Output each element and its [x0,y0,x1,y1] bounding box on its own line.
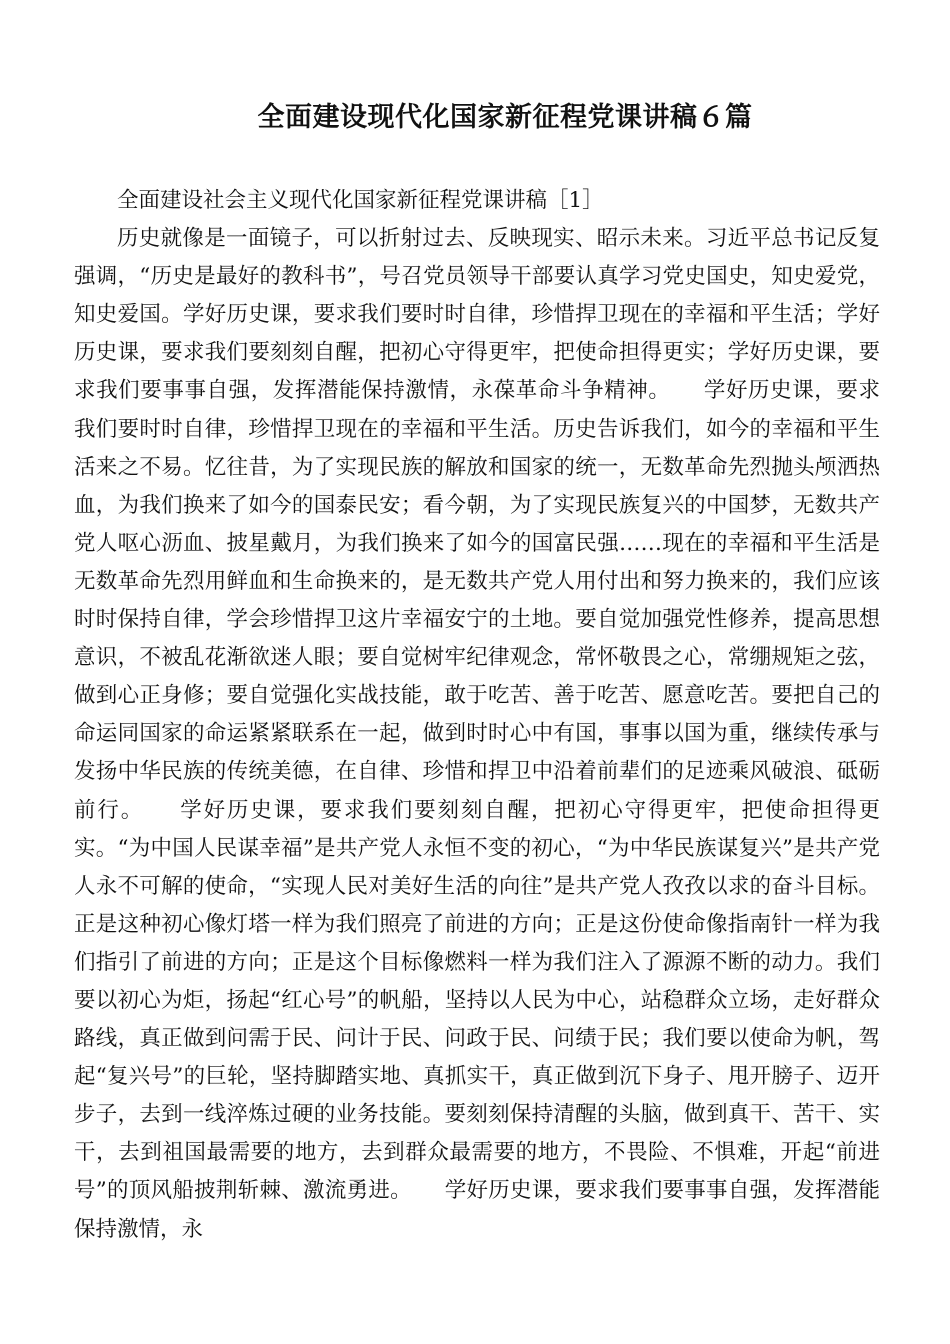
section-heading: 全面建设社会主义现代化国家新征程党课讲稿［1］ [117,188,604,213]
document-title: 全面建设现代化国家新征程党课讲稿６篇 [257,102,753,133]
document-body [74,182,880,1249]
body-paragraph: 历史就像是一面镜子，可以折射过去、反映现实、昭示未来。习近平总书记反复强调，“历史是最好的教科书”，号召党员领导干部要认真学习党史国史，知史爱党，知史爱国。学好历史课，要求我们要时时自律，珍惜捍卫现在的幸福和平生活；学好历史课，要求我们要刻刻自醒，把初心守得更牢，把使命担得更实；学好历史课，要求我们要事事自强，发挥潜能保持激情，永葆革命斗争精神。 学好历史课，要求我们要时时自律，珍惜捍卫现在的幸福和平生活。历史告诉我们，如今的幸福和平生活来之不易。忆往昔，为了实现民族的解放和国家的统一，无数革命先烈抛头颅洒热血，为我们换来了如今的国泰民安；看今朝，为了实现民族复兴的中国梦，无数共产党人呕心沥血、披星戴月，为我们换来了如今的国富民强……现在的幸福和平生活是无数革命先烈用鲜血和生命换来的，是无数共产党人用付出和努力换来的，我们应该时时保持自律，学会珍惜捍卫这片幸福安宁的土地。要自觉加强党性修养，提高思想意识，不被乱花渐欲迷人眼；要自觉树牢纪律观念，常怀敬畏之心，常绷规矩之弦，做到心正身修；要自觉强化实战技能，敢于吃苦、善于吃苦、愿意吃苦。要把自己的命运同国家的命运紧紧联系在一起，做到时时心中有国，事事以国为重，继续传承与发扬中华民族的传统美德，在自律、珍惜和捍卫中沿着前辈们的足迹乘风破浪、砥砺前行。 学好历史课，要求我们要刻刻自醒，把初心守得更牢，把使命担得更实。“为中国人民谋幸福”是共产党人永恒不变的初心，“为中华民族谋复兴”是共产党人永不可解的使命，“实现人民对美好生活的向往”是共产党人孜孜以求的奋斗目标。正是这种初心像灯塔一样为我们照亮了前进的方向；正是这份使命像指南针一样为我们指引了前进的方向；正是这个目标像燃料一样为我们注入了源源不断的动力。我们要以初心为炬，扬起“红心号”的帆船，坚持以人民为中心，站稳群众立场，走好群众路线，真正做到问需于民、问计于民、问政于民、问绩于民；我们要以使命为帆，驾起“复兴号”的巨轮，坚持脚踏实地、真抓实干，真正做到沉下身子、甩开膀子、迈开步子，去到一线淬炼过硬的业务技能。要刻刻保持清醒的头脑，做到真干、苦干、实干，去到祖国最需要的地方，去到群众最需要的地方，不畏险、不惧难，开起“前进号”的顶风船披荆斩棘、激流勇进。 学好历史课，要求我们要事事自强，发挥潜能保持激情，永 [74,226,880,1242]
